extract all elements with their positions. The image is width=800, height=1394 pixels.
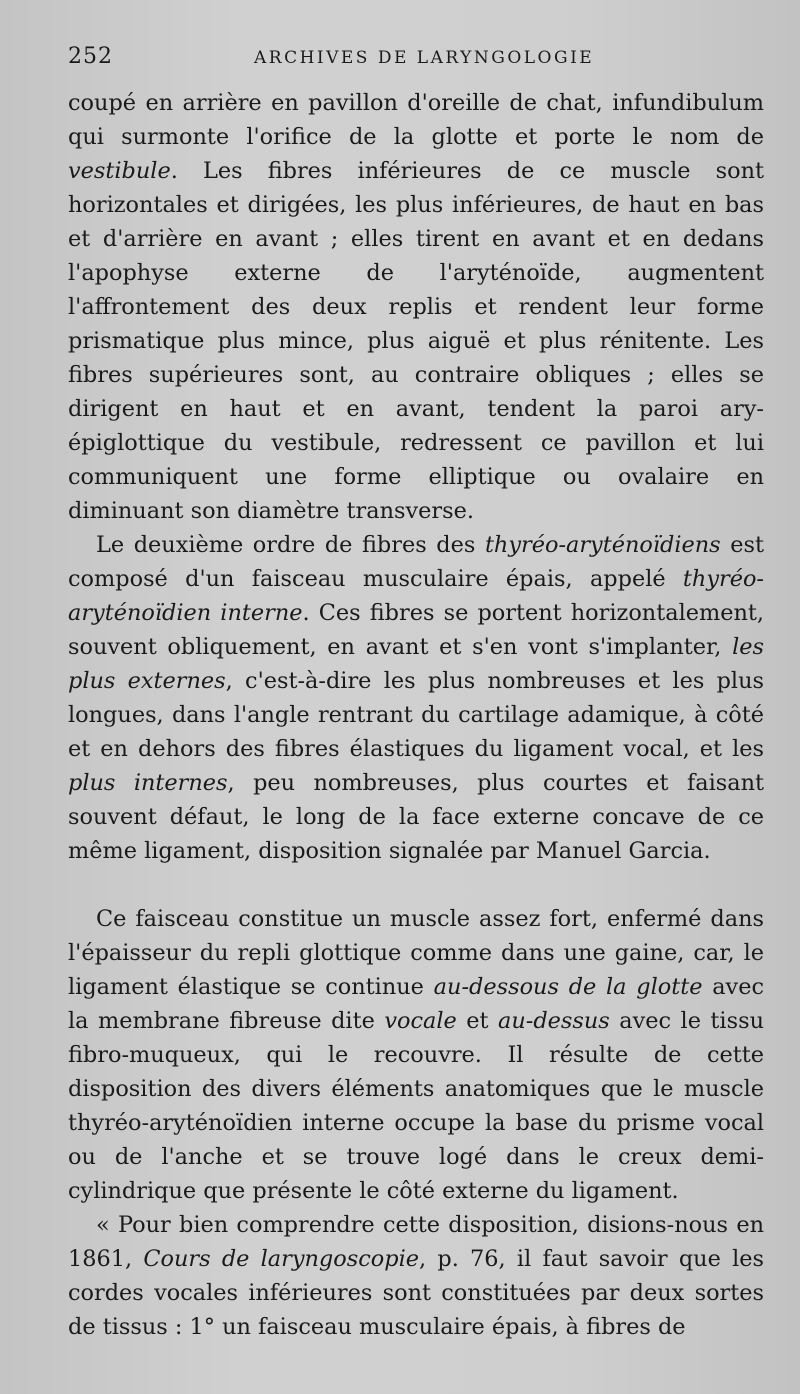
body-text [68, 86, 764, 1344]
paragraph-4: « Pour bien comprendre cette disposition, disions-nous en 1861, Cours de laryngoscopie, p. 76, il faut savoir que les cordes vocales inférieures sont constituées par deux sortes de tissus : 1° un faisceau musculaire épais, à fibres de [68, 1212, 764, 1340]
paragraph-3: Ce faisceau constitue un muscle assez fort, enfermé dans l'épaisseur du repli glottique comme dans une gaine, car, le ligament élastique se continue au-dessous de la glotte avec la membrane fibreuse dite vocale et au-dessus avec le tissu fibro-muqueux, qui le recouvre. Il résulte de cette disposition des divers éléments anatomiques que le muscle thyréo-aryténoïdien interne occupe la base du prisme vocal ou de l'anche et se trouve logé dans le creux demi-cylindrique que présente le côté externe du ligament. [68, 906, 764, 1204]
paragraph-gap [68, 868, 764, 902]
page-number: 252 [68, 44, 113, 69]
paragraph-1: coupé en arrière en pavillon d'oreille de chat, infundibulum qui surmonte l'orifice de la glotte et porte le nom de vestibule. Les fibres inférieures de ce muscle sont horizontales et dirigées, les plus inférieures, de haut en bas et d'arrière en avant ; elles tirent en avant et en dedans l'apophyse externe de l'aryténoïde, augmentent l'affrontement des deux replis et rendent leur forme prismatique plus mince, plus aiguë et plus rénitente. Les fibres supérieures sont, au contraire obliques ; elles se dirigent en haut et en avant, tendent la paroi ary-épiglottique du vestibule, redressent ce pavillon et lui communiquent une forme elliptique ou ovalaire en diminuant son diamètre transverse. [68, 90, 764, 524]
page-header [68, 44, 758, 74]
running-title: ARCHIVES DE LARYNGOLOGIE [254, 48, 595, 68]
paragraph-2: Le deuxième ordre de fibres des thyréo-aryténoïdiens est composé d'un faisceau musculaire épais, appelé thyréo-aryténoïdien interne. Ces fibres se portent horizontalement, souvent obliquement, en avant et s'en vont s'implanter, les plus externes, c'est-à-dire les plus nombreuses et les plus longues, dans l'angle rentrant du cartilage adamique, à côté et en dehors des fibres élastiques du ligament vocal, et les plus internes, peu nombreuses, plus courtes et faisant souvent défaut, le long de la face externe concave de ce même ligament, disposition signalée par Manuel Garcia. [68, 532, 765, 864]
